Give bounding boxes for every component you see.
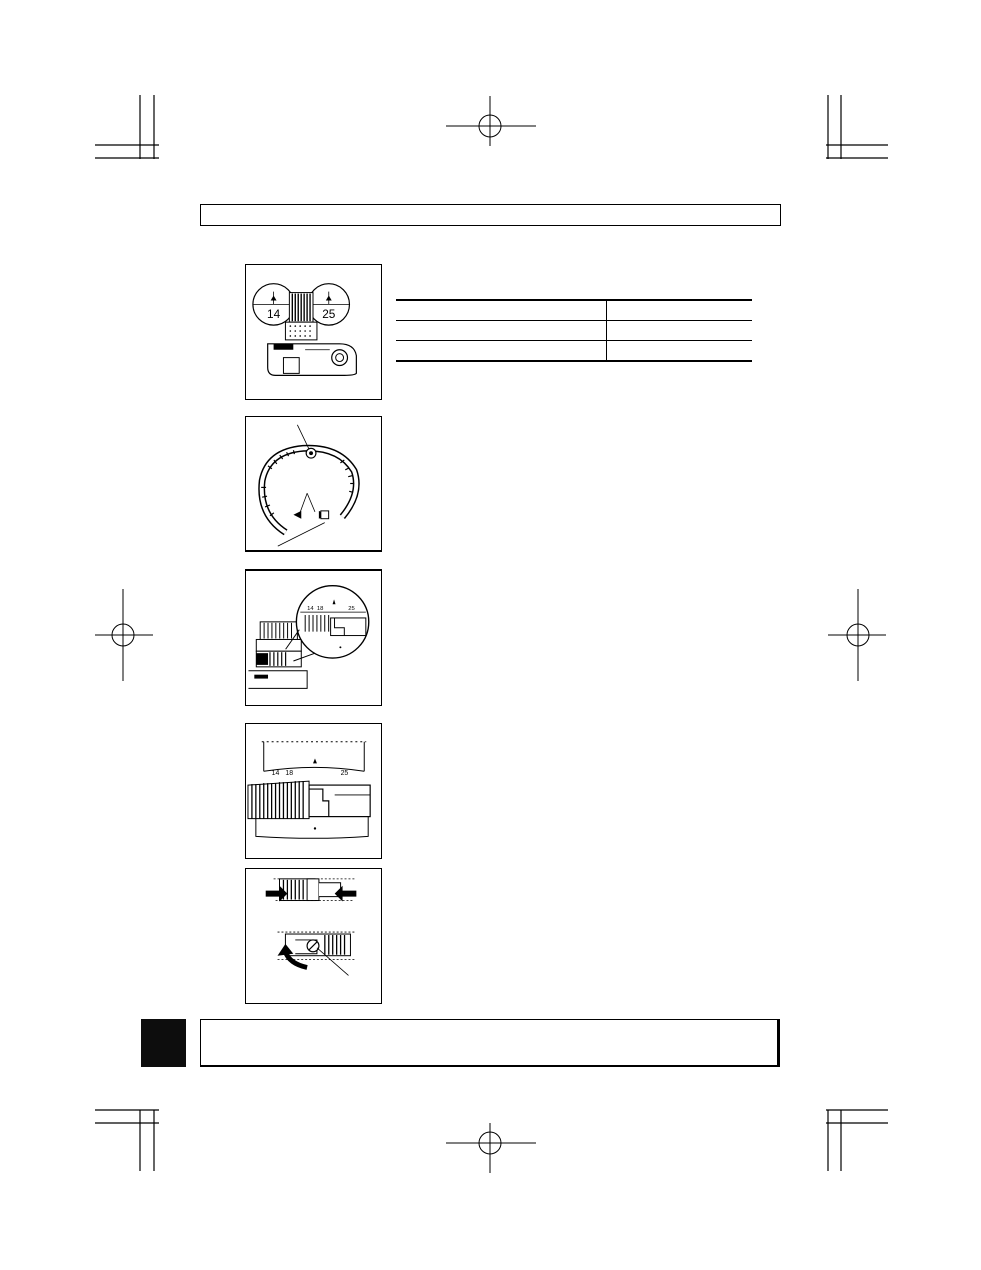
scale-label-14: 14: [267, 307, 281, 322]
table-cell: [396, 300, 607, 321]
hood-closeup-figure: [245, 723, 382, 859]
table-cell: [607, 341, 753, 362]
table-cell: [396, 341, 607, 362]
scale-label-18: 18: [316, 606, 324, 613]
lens-hood-clamp-figure: [245, 416, 382, 552]
section-header-bar: [200, 204, 781, 226]
crop-mark-top-left: [95, 95, 165, 165]
scale-label-25: 25: [322, 307, 336, 322]
registration-mark-right: [828, 585, 888, 685]
scale-label-14: 14: [271, 770, 280, 778]
table-cell: [607, 321, 753, 341]
table-row: [396, 300, 752, 321]
note-box: [200, 1019, 780, 1067]
registration-mark-bottom: [440, 1113, 540, 1173]
table-row: [396, 321, 752, 341]
crop-mark-top-right: [820, 95, 890, 165]
scale-label-25: 25: [348, 606, 355, 613]
table-cell: [607, 300, 753, 321]
registration-mark-left: [95, 585, 155, 685]
spec-table: [396, 299, 752, 362]
zoom-ring-figure: [245, 264, 382, 400]
crop-mark-bottom-right: [820, 1105, 890, 1175]
table-row: [396, 341, 752, 362]
page-tab-marker: [141, 1019, 186, 1067]
crop-mark-bottom-left: [95, 1105, 165, 1175]
hood-lock-figure: [245, 868, 382, 1004]
registration-mark-top: [440, 96, 540, 156]
hood-mounted-figure: [245, 569, 382, 706]
scale-label-14: 14: [307, 606, 314, 613]
scale-label-25: 25: [340, 770, 349, 778]
scale-label-18: 18: [285, 770, 294, 778]
table-cell: [396, 321, 607, 341]
